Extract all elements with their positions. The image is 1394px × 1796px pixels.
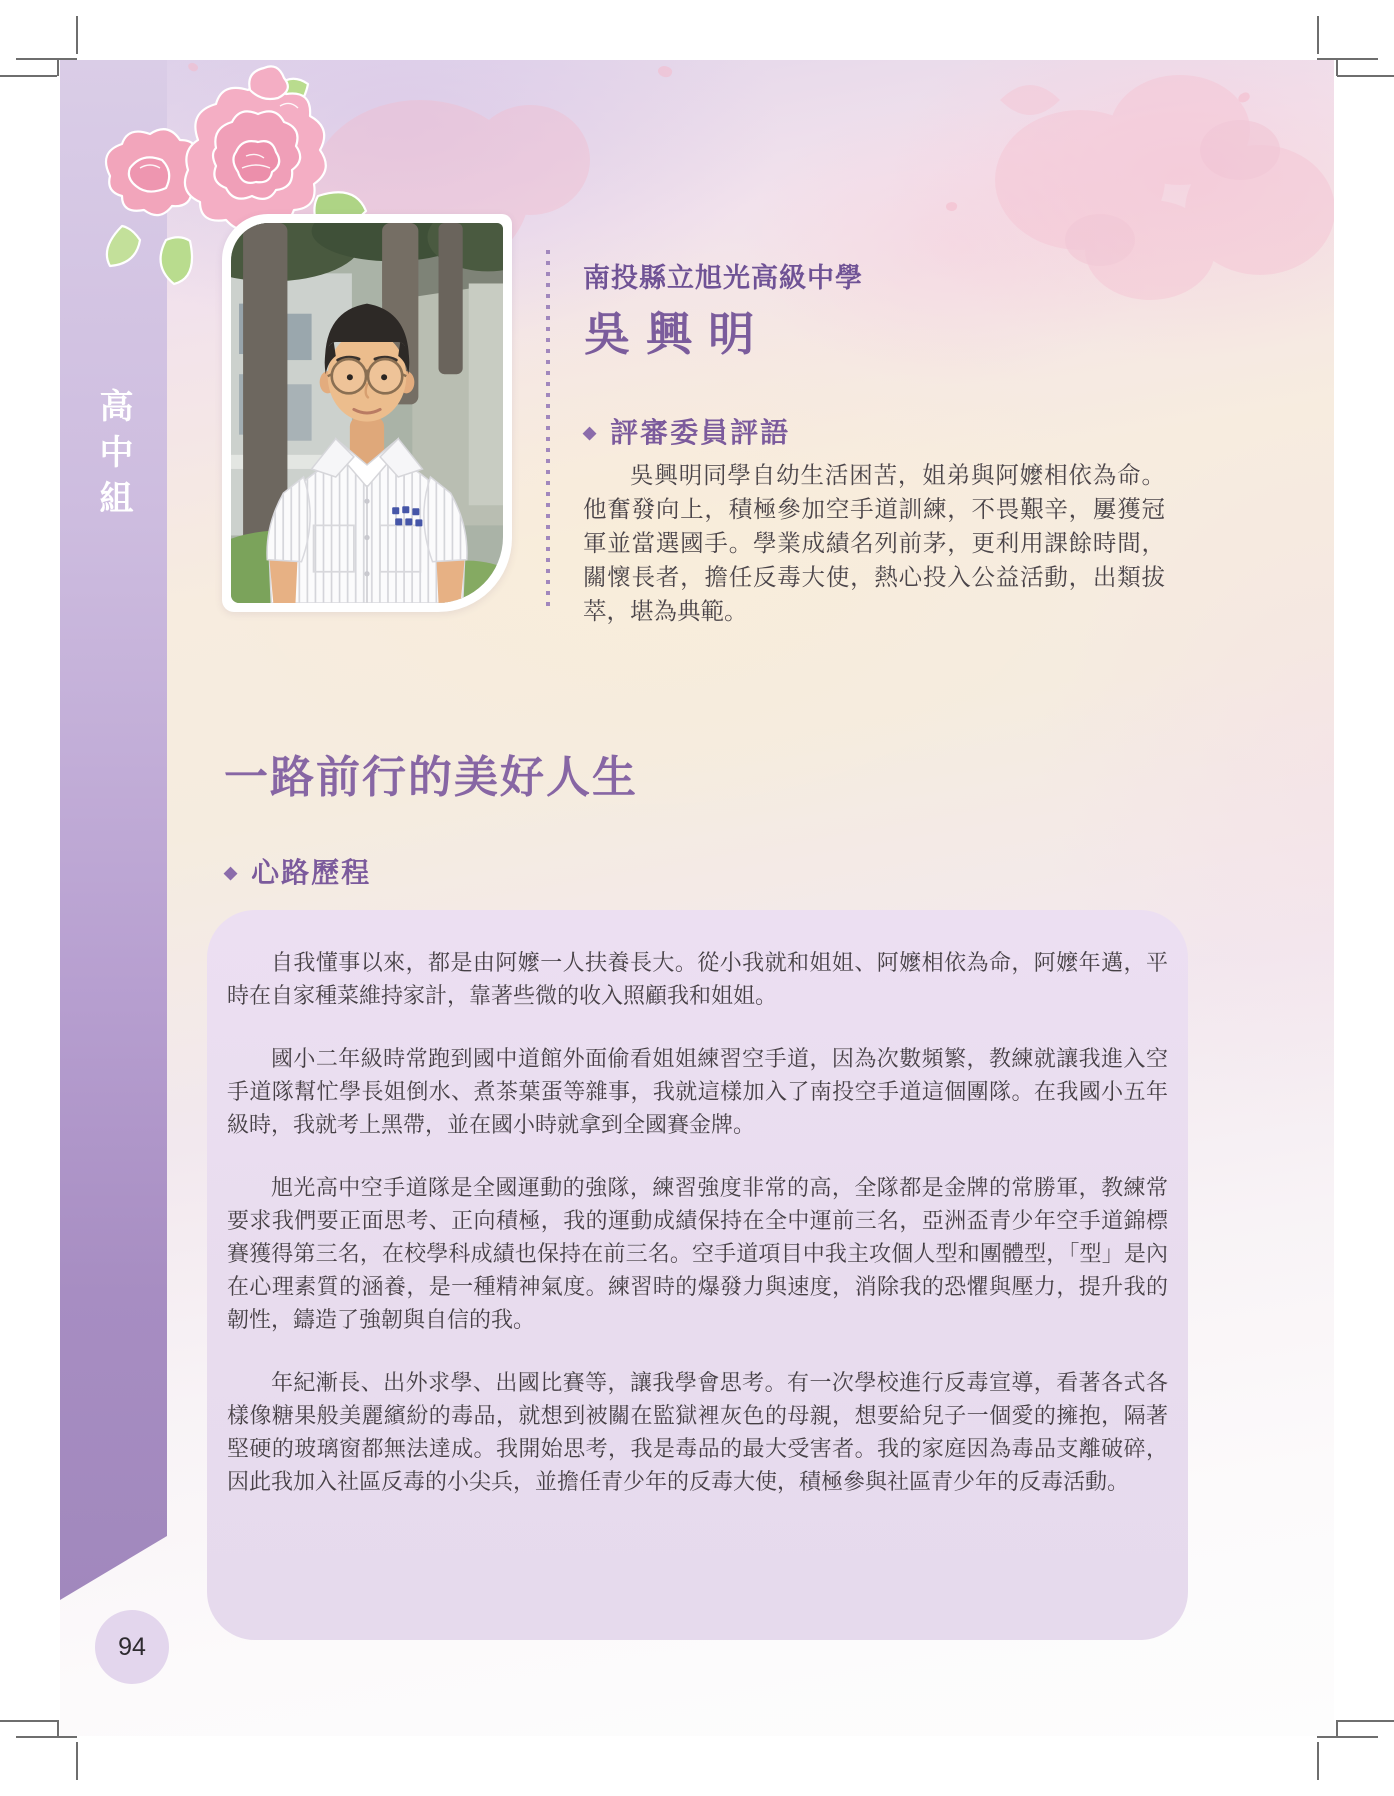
petal-decoration [656, 64, 673, 80]
section-heading [224, 851, 371, 891]
crop-mark [0, 1720, 57, 1722]
page-number: 94 [118, 1632, 146, 1661]
crop-mark [0, 75, 57, 77]
page-background [60, 60, 1334, 1736]
student-photo [231, 223, 503, 603]
crop-mark [1336, 58, 1338, 76]
school-name: 南投縣立旭光高級中學 [583, 263, 863, 293]
judges-heading [583, 411, 790, 451]
crop-mark [1337, 75, 1394, 77]
judges-comment: 吳興明同學自幼生活困苦，姐弟與阿嬤相依為命。他奮發向上，積極參加空手道訓練，不畏艱辛，屢獲冠軍並當選國手。學業成績名列前茅，更利用課餘時間，關懷長者，擔任反毒大使，熱心投入公益活動，出類拔萃，堪為典範。 [583, 462, 1165, 624]
crop-mark [76, 1742, 78, 1780]
section-heading-text: 心路歷程 [251, 858, 372, 889]
crop-mark [16, 1736, 77, 1738]
crop-mark [1317, 1736, 1378, 1738]
group-label-text: 高中組 [94, 388, 132, 526]
dotted-divider [546, 250, 550, 608]
sidebar-band [60, 60, 167, 1600]
paragraph: 國小二年級時常跑到國中道館外面偷看姐姐練習空手道，因為次數頻繁，教練就讓我進入空手道隊幫忙學長姐倒水、煮茶葉蛋等雜事，我就這樣加入了南投空手道這個團隊。在我國小五年級時，我就考上黑帶，並在國小時就拿到全國賽金牌。 [227, 1046, 1168, 1137]
crop-mark [57, 58, 59, 76]
crop-mark [76, 16, 78, 54]
crop-mark [1317, 16, 1319, 54]
judges-heading-text: 評審委員評語 [610, 418, 791, 449]
article-title: 一路前行的美好人生 [224, 753, 638, 802]
crop-mark [1336, 1720, 1338, 1738]
paragraph: 年紀漸長、出外求學、出國比賽等，讓我學會思考。有一次學校進行反毒宣導，看著各式各樣像糖果般美麗繽紛的毒品，就想到被關在監獄裡灰色的母親，想要給兒子一個愛的擁抱，隔著堅硬的玻璃窗都無法達成。我開始思考，我是毒品的最大受害者。我的家庭因為毒品支離破碎，因此我加入社區反毒的小尖兵，並擔任青少年的反毒大使，積極參與社區青少年的反毒活動。 [227, 1370, 1168, 1494]
paragraph: 自我懂事以來，都是由阿嬤一人扶養長大。從小我就和姐姐、阿嬤相依為命，阿嬤年邁，平時在自家種菜維持家計，靠著些微的收入照顧我和姐姐。 [227, 950, 1168, 1008]
group-label [60, 388, 167, 526]
diamond-bullet-icon: ◆ [583, 423, 599, 442]
paragraph: 旭光高中空手道隊是全國運動的強隊，練習強度非常的高，全隊都是金牌的常勝軍，教練常要求我們要正面思考、正向積極，我的運動成績保持在全中運前三名，亞洲盃青少年空手道錦標賽獲得第三名，在校學科成績也保持在前三名。空手道項目中我主攻個人型和團體型，「型」是內在心理素質的涵養，是一種精神氣度。練習時的爆發力與速度，消除我的恐懼與壓力，提升我的韌性，鑄造了強韌與自信的我。 [227, 1175, 1168, 1332]
crop-mark [1337, 1720, 1394, 1722]
diamond-bullet-icon: ◆ [224, 863, 240, 882]
page-number-badge [95, 1610, 169, 1684]
background-flower-wash [940, 60, 1334, 360]
content-box [207, 910, 1188, 1640]
crop-mark [57, 1720, 59, 1738]
crop-mark [1317, 1742, 1319, 1780]
student-name: 吳興明 [584, 308, 771, 360]
student-photo-frame [222, 214, 512, 612]
